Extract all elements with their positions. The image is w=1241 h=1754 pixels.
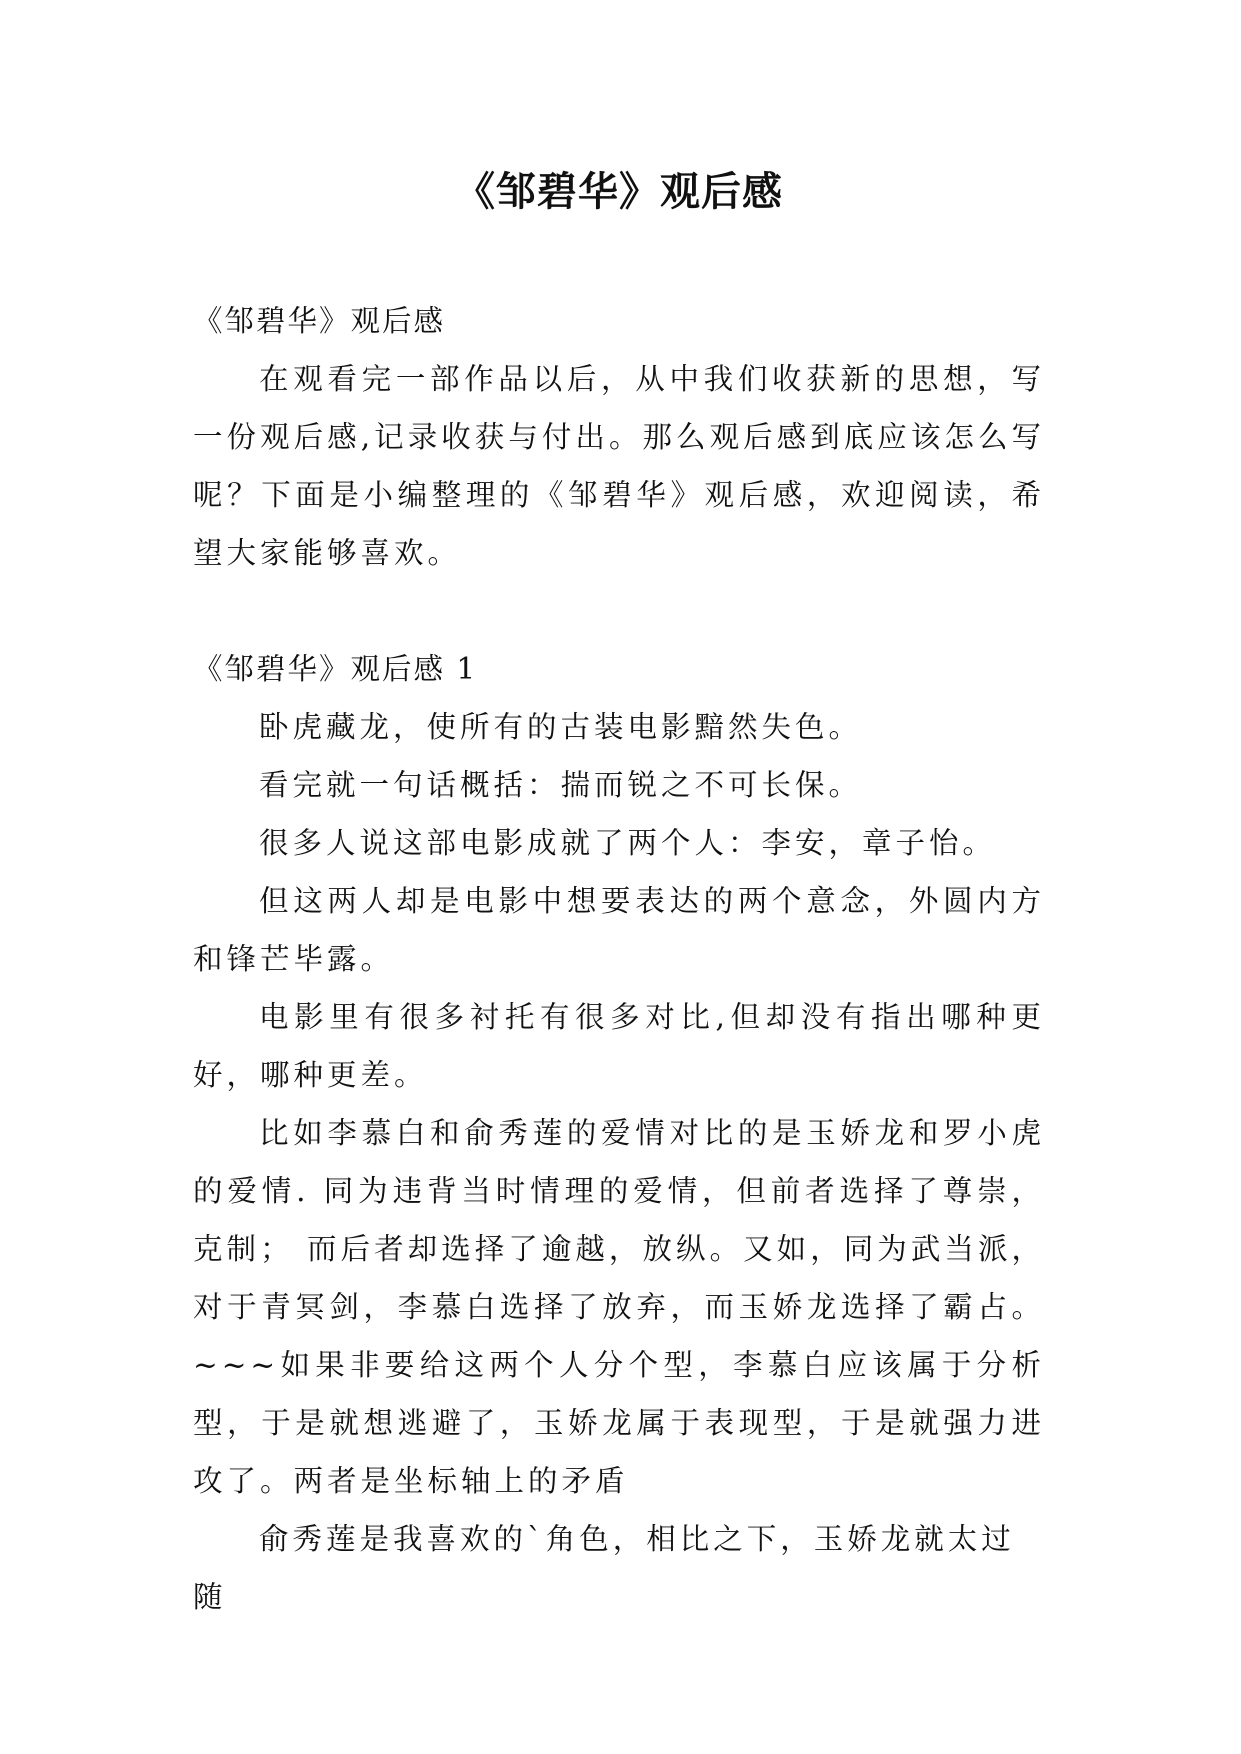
section-spacer bbox=[193, 582, 1045, 640]
paragraph: 比如李慕白和俞秀莲的爱情对比的是玉娇龙和罗小虎的爱情. 同为违背当时情理的爱情，但前者选择了尊崇，克制； 而后者却选择了逾越，放纵。又如，同为武当派，对于青冥剑，李慕白选择了放弃，而玉娇龙选择了霸占。~~~如果非要给这两个人分个型，李慕白应该属于分析型，于是就想逃避了，玉娇龙属于表现型，于是就强力进攻了。两者是坐标轴上的矛盾 bbox=[193, 1116, 1045, 1498]
paragraph: 电影里有很多衬托有很多对比,但却没有指出哪种更好，哪种更差。 bbox=[193, 1000, 1045, 1092]
paragraph: 看完就一句话概括：揣而锐之不可长保。 bbox=[259, 768, 863, 802]
document-title: 《邹碧华》观后感 bbox=[455, 169, 783, 215]
paragraph: 很多人说这部电影成就了两个人：李安，章子怡。 bbox=[259, 826, 997, 860]
paragraph: 但这两人却是电影中想要表达的两个意念，外圆内方和锋芒毕露。 bbox=[193, 884, 1045, 976]
document-body bbox=[193, 292, 1045, 1626]
paragraph: 俞秀莲是我喜欢的`角色，相比之下，玉娇龙就太过随 bbox=[193, 1522, 1015, 1614]
paragraph: 卧虎藏龙，使所有的古装电影黯然失色。 bbox=[259, 710, 863, 744]
section-heading: 《邹碧华》观后感 1 bbox=[193, 652, 478, 686]
intro-heading: 《邹碧华》观后感 bbox=[193, 304, 446, 338]
intro-paragraph: 在观看完一部作品以后，从中我们收获新的思想，写一份观后感,记录收获与付出。那么观后感到底应该怎么写呢？下面是小编整理的《邹碧华》观后感，欢迎阅读，希望大家能够喜欢。 bbox=[193, 362, 1045, 570]
